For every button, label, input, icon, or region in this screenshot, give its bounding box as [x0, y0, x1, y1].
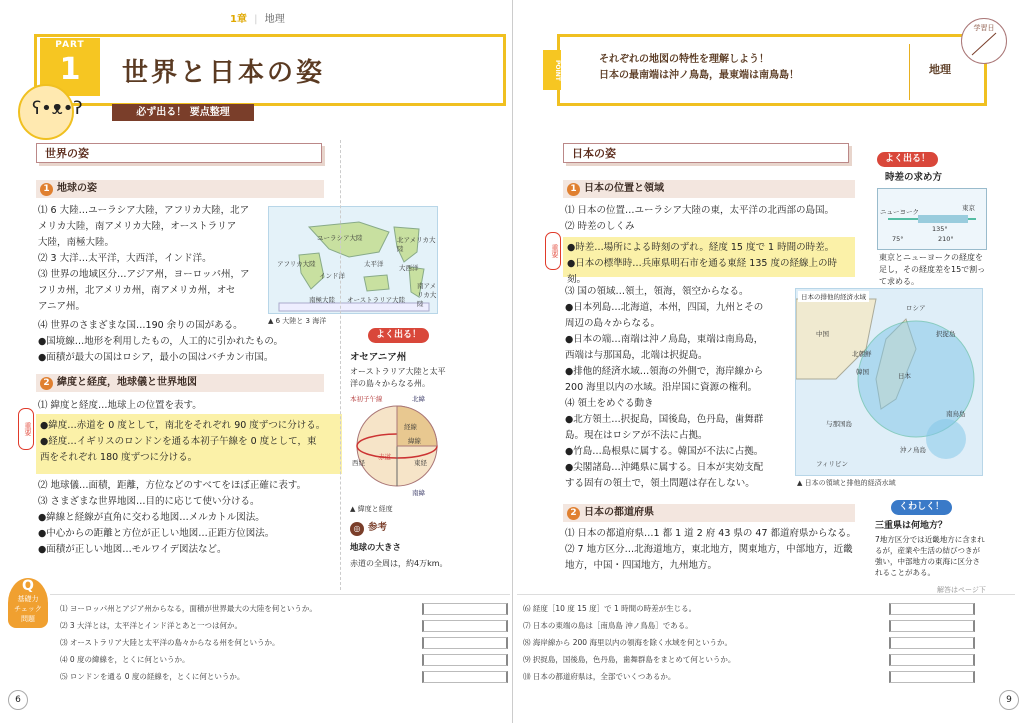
subheading-1 — [563, 180, 855, 198]
chapter-number: 1章 — [230, 14, 247, 25]
must-banner: 必ず出る！ 要点整理 — [112, 104, 254, 121]
q-badge-line: チェック — [14, 605, 42, 613]
line: ⑶ 世界の地域区分…アジア州，ヨーロッパ州，ア — [38, 269, 250, 280]
part-label: PART — [55, 40, 85, 50]
globe-caption: ▲ 緯度と経度 — [350, 505, 393, 513]
reference-text: 赤道の全周は，約4万km。 — [350, 559, 448, 568]
section-title: 世界の姿 — [36, 143, 322, 163]
line: ●竹島…島根県に属する。韓国が不法に占拠。 — [565, 446, 764, 457]
tz-label: 210° — [938, 235, 954, 243]
question: ⑼ 択捉島，国後島，色丹島，歯舞群島をまとめて何というか。 — [523, 655, 736, 664]
question: ⑺ 日本の東端の島は［南鳥島 沖ノ鳥島］である。 — [523, 621, 693, 630]
question: ⑶ オーストラリア大陸と太平洋の島々からなる州を何というか。 — [60, 638, 280, 647]
tz-label: ニューヨーク — [880, 208, 919, 216]
sub1-body-b — [565, 284, 793, 492]
kuwashiku-badge: くわしく！ — [891, 500, 952, 515]
question: ⑹ 経度［10 度 15 度］で 1 時間の時差が生じる。 — [523, 604, 697, 613]
map-label: 韓国 — [856, 368, 869, 376]
line: ●北方領土…択捉島，国後島，色丹島，歯舞群 — [565, 414, 764, 425]
subheading-2 — [563, 504, 855, 522]
tz-label: 東京 — [962, 204, 975, 212]
column-divider — [340, 140, 341, 590]
line: ⑶ 国の領域…領土，領海，領空からなる。 — [565, 286, 749, 297]
line: ●面積が正しい地図…モルワイデ図法など。 — [38, 544, 227, 555]
point-label: POINT — [543, 50, 561, 90]
map-label: 択捉島 — [936, 330, 956, 338]
answer-box[interactable] — [889, 620, 975, 632]
map-label: 南鳥島 — [946, 410, 966, 418]
kuwashiku-title: 三重県は何地方？ — [875, 521, 948, 531]
map-label: 中国 — [816, 330, 829, 338]
answer-box[interactable] — [422, 637, 508, 649]
sub2-highlight — [40, 418, 340, 466]
answer-box[interactable] — [889, 637, 975, 649]
answer-box[interactable] — [422, 603, 508, 615]
world-map — [268, 206, 438, 314]
subheading-2 — [36, 374, 324, 392]
line: 大陸，南極大陸。 — [38, 237, 115, 248]
point-line: それぞれの地図の特性を理解しよう！ — [599, 54, 769, 65]
line: ⑴ 6 大陸…ユーラシア大陸，アフリカ大陸，北ア — [38, 205, 250, 216]
study-date-circle[interactable] — [961, 18, 1007, 64]
map-label: フィリピン — [816, 460, 848, 468]
subject-label: 地理 — [929, 63, 951, 76]
sub2-body — [38, 478, 338, 558]
map-label: 北アメリカ大陸 — [397, 236, 436, 253]
page-number: 6 — [8, 690, 28, 710]
line: 周辺の島々からなる。 — [565, 318, 661, 329]
mascot-bear-icon: ʕ•ᴥ•ʔ — [18, 84, 74, 140]
tz-label: 135° — [932, 225, 948, 233]
sub2-body — [565, 526, 857, 574]
map-label: 北朝鮮 — [852, 350, 872, 358]
slash-icon — [962, 19, 1006, 63]
question: ⑽ 日本の都道府県は，全部でいくつあるか。 — [523, 672, 676, 681]
tz-label: 75° — [892, 235, 904, 243]
globe-svg — [348, 392, 446, 498]
globe-label: 北緯 — [412, 395, 425, 403]
line: ⑵ 地球儀…面積，距離，方位などのすべてをほぼ正確に表す。 — [38, 480, 307, 491]
subheading-1-label: 地球の姿 — [57, 183, 97, 194]
circle-number-icon: 1 — [40, 183, 53, 196]
line: ⑵ 7 地方区分…北海道地方，東北地方，関東地方，中部地方，近畿 — [565, 544, 853, 555]
question: ⑵ 3 大洋とは，太平洋とインド洋とあと一つは何か。 — [60, 621, 243, 630]
answer-box[interactable] — [422, 671, 508, 683]
answer-box[interactable] — [889, 654, 975, 666]
line: ⑵ 3 大洋…太平洋，大西洋，インド洋。 — [38, 253, 212, 264]
oceania-title: オセアニア州 — [350, 352, 407, 363]
sub1-body — [38, 203, 266, 315]
line: ●尖閣諸島…沖縄県に属する。日本が実効支配 — [565, 462, 764, 473]
globe-label: 西経 — [352, 459, 365, 467]
yoku-badge: よく出る！ — [877, 152, 938, 167]
page-number: 9 — [999, 690, 1019, 710]
line: ●中心からの距離と方位が正しい地図…正距方位図法。 — [38, 528, 275, 539]
divider: | — [254, 14, 258, 25]
reference-icon: ◎ — [350, 522, 364, 536]
chapter-label: 地理 — [264, 14, 285, 25]
japan-eez-map — [795, 288, 983, 476]
globe-label: 本初子午線 — [350, 395, 383, 403]
map-label: オーストラリア大陸 — [347, 296, 406, 304]
line: ⑷ 領土をめぐる動き — [565, 398, 654, 409]
line: ●時差…場所による時刻のずれ。経度 15 度で 1 時間の時差。 — [567, 242, 835, 253]
timezone-text: 東京とニューヨークの経度を足し，その経度差を15で割って求める。 — [879, 253, 986, 286]
oceania-text: オーストラリア大陸と太平洋の島々からなる州。 — [350, 367, 446, 388]
map-label: 与那国島 — [826, 420, 852, 428]
reference-title: 地球の大きさ — [350, 543, 402, 553]
line: ⑶ さまざまな世界地図…目的に応じて使い分ける。 — [38, 496, 260, 507]
line: 島。現在はロシアが不法に占拠。 — [565, 430, 708, 441]
map-label: 南アメリカ大陸 — [417, 282, 437, 308]
q-badge-line: 基礎力 — [17, 595, 39, 603]
map-caption: ▲ 日本の領域と排他的経済水域 — [797, 479, 896, 487]
line: ⑴ 日本の都道府県…1 都 1 道 2 府 43 県の 47 都道府県からなる。 — [565, 528, 857, 539]
right-page — [512, 0, 1024, 723]
q-icon: Q — [22, 578, 34, 594]
subheading-2-label: 緯度と経度，地球儀と世界地図 — [57, 377, 197, 388]
map-label: 日本 — [898, 372, 911, 380]
map-label: ユーラシア大陸 — [317, 234, 363, 242]
sub1-highlight — [567, 240, 855, 288]
map-label: 沖ノ鳥島 — [900, 446, 926, 454]
map-caption: ▲ 6 大陸と 3 海洋 — [268, 317, 327, 325]
circle-number-icon: 2 — [567, 507, 580, 520]
line: 200 海里以内の水域。沿岸国に資源の権利。 — [565, 382, 758, 393]
subheading-1-label: 日本の位置と領域 — [584, 183, 664, 194]
map-label: インド洋 — [319, 272, 345, 280]
question: ⑸ ロンドンを通る 0 度の経線を，とくに何というか。 — [60, 672, 245, 681]
line: ●緯線と経線が直角に交わる地図…メルカトル図法。 — [38, 512, 265, 523]
q-badge-line: 問題 — [21, 615, 35, 623]
kuwashiku-text: 7地方区分では近畿地方に含まれるが，産業や生活の結びつきが強い，中部地方の東海に区分されることがある。 — [875, 535, 985, 577]
line: メリカ大陸，南アメリカ大陸，オーストラリア — [38, 221, 237, 232]
question-panel — [50, 594, 510, 691]
question-panel — [517, 594, 1015, 691]
line: アニア州。 — [38, 301, 86, 312]
globe-label: 赤道 — [378, 453, 391, 461]
line: ●排他的経済水域…領海の外側で，海岸線から — [565, 366, 764, 377]
important-tag-icon: 重要 — [545, 232, 561, 270]
line: フリカ州，北アメリカ州，南アメリカ州，オセ — [38, 285, 236, 296]
globe-label: 南緯 — [412, 489, 425, 497]
chapter-header — [230, 10, 285, 25]
subheading-2-label: 日本の都道府県 — [584, 507, 654, 518]
line: 地方，中国・四国地方，九州地方。 — [565, 560, 718, 571]
line: ●面積が最大の国はロシア，最小の国はバチカン市国。 — [38, 352, 274, 363]
yoku-badge: よく出る！ — [368, 328, 429, 343]
line: ⑷ 世界のさまざまな国…190 余りの国がある。 — [38, 320, 243, 331]
question: ⑻ 海岸線から 200 海里以内の領海を除く水域を何というか。 — [523, 638, 732, 647]
line: ●日本の標準時…兵庫県明石市を通る東経 135 度の経線上の時刻。 — [567, 258, 837, 285]
line: ●緯度…赤道を 0 度として，南北をそれぞれ 90 度ずつに分ける。 — [40, 420, 326, 431]
line: 西をそれぞれ 180 度ずつに分ける。 — [40, 452, 198, 463]
line: する固有の領土で，領土問題は存在しない。 — [565, 478, 755, 489]
map-label: 南極大陸 — [309, 296, 335, 304]
globe-label: 東経 — [414, 459, 427, 467]
answer-box[interactable] — [889, 603, 975, 615]
map-title: 日本の排他的経済水域 — [798, 291, 869, 302]
answer-box[interactable] — [422, 654, 508, 666]
point-line: 日本の最南端は沖ノ鳥島，最東端は南鳥島！ — [599, 70, 799, 81]
line: ●日本の端…南端は沖ノ鳥島，東端は南鳥島， — [565, 334, 764, 345]
circle-number-icon: 1 — [567, 183, 580, 196]
page-title: 世界と日本の姿 — [122, 58, 326, 88]
sub1-body-a — [565, 203, 857, 235]
line: ⑴ 日本の位置…ユーラシア大陸の東，太平洋の北西部の島国。 — [565, 205, 835, 216]
part-number: 1 — [59, 52, 81, 87]
timezone-diagram — [877, 188, 987, 250]
question: ⑴ ヨーロッパ州とアジア州からなる，面積が世界最大の大陸を何というか。 — [60, 604, 317, 613]
point-text — [599, 52, 919, 84]
globe-diagram — [348, 392, 446, 498]
line: ●経度…イギリスのロンドンを通る本初子午線を 0 度として，東 — [40, 436, 317, 447]
q-badge — [8, 578, 48, 628]
globe-label: 緯線 — [408, 437, 421, 445]
sub2-line-1: ⑴ 緯度と経度…地球上の位置を表す。 — [38, 400, 202, 411]
japan-map-svg — [796, 289, 982, 475]
important-tag-icon: 重要 — [18, 408, 34, 450]
answer-box[interactable] — [889, 671, 975, 683]
map-label: アフリカ大陸 — [277, 260, 316, 268]
reference-label: 参考 — [368, 522, 388, 533]
globe-label: 経線 — [404, 423, 417, 431]
line: ⑵ 時差のしくみ — [565, 221, 635, 232]
circle-number-icon: 2 — [40, 377, 53, 390]
answer-box[interactable] — [422, 620, 508, 632]
question: ⑷ 0 度の緯線を，とくに何というか。 — [60, 655, 190, 664]
map-label: 太平洋 — [364, 260, 384, 268]
section-title: 日本の姿 — [563, 143, 849, 163]
map-label: ロシア — [906, 304, 926, 312]
line: ●国境線…地形を利用したもの，人工的に引かれたもの。 — [38, 336, 284, 347]
divider — [909, 44, 910, 100]
answer-reference: 解答はページ下 — [937, 586, 986, 594]
line: 西端は与那国島，北端は択捉島。 — [565, 350, 708, 361]
study-date-label: 学習日 — [973, 24, 995, 32]
line: ●日本列島…北海道，本州，四国，九州とその — [565, 302, 764, 313]
subheading-1 — [36, 180, 324, 198]
map-label: 大西洋 — [399, 264, 419, 272]
timezone-title: 時差の求め方 — [885, 172, 943, 183]
